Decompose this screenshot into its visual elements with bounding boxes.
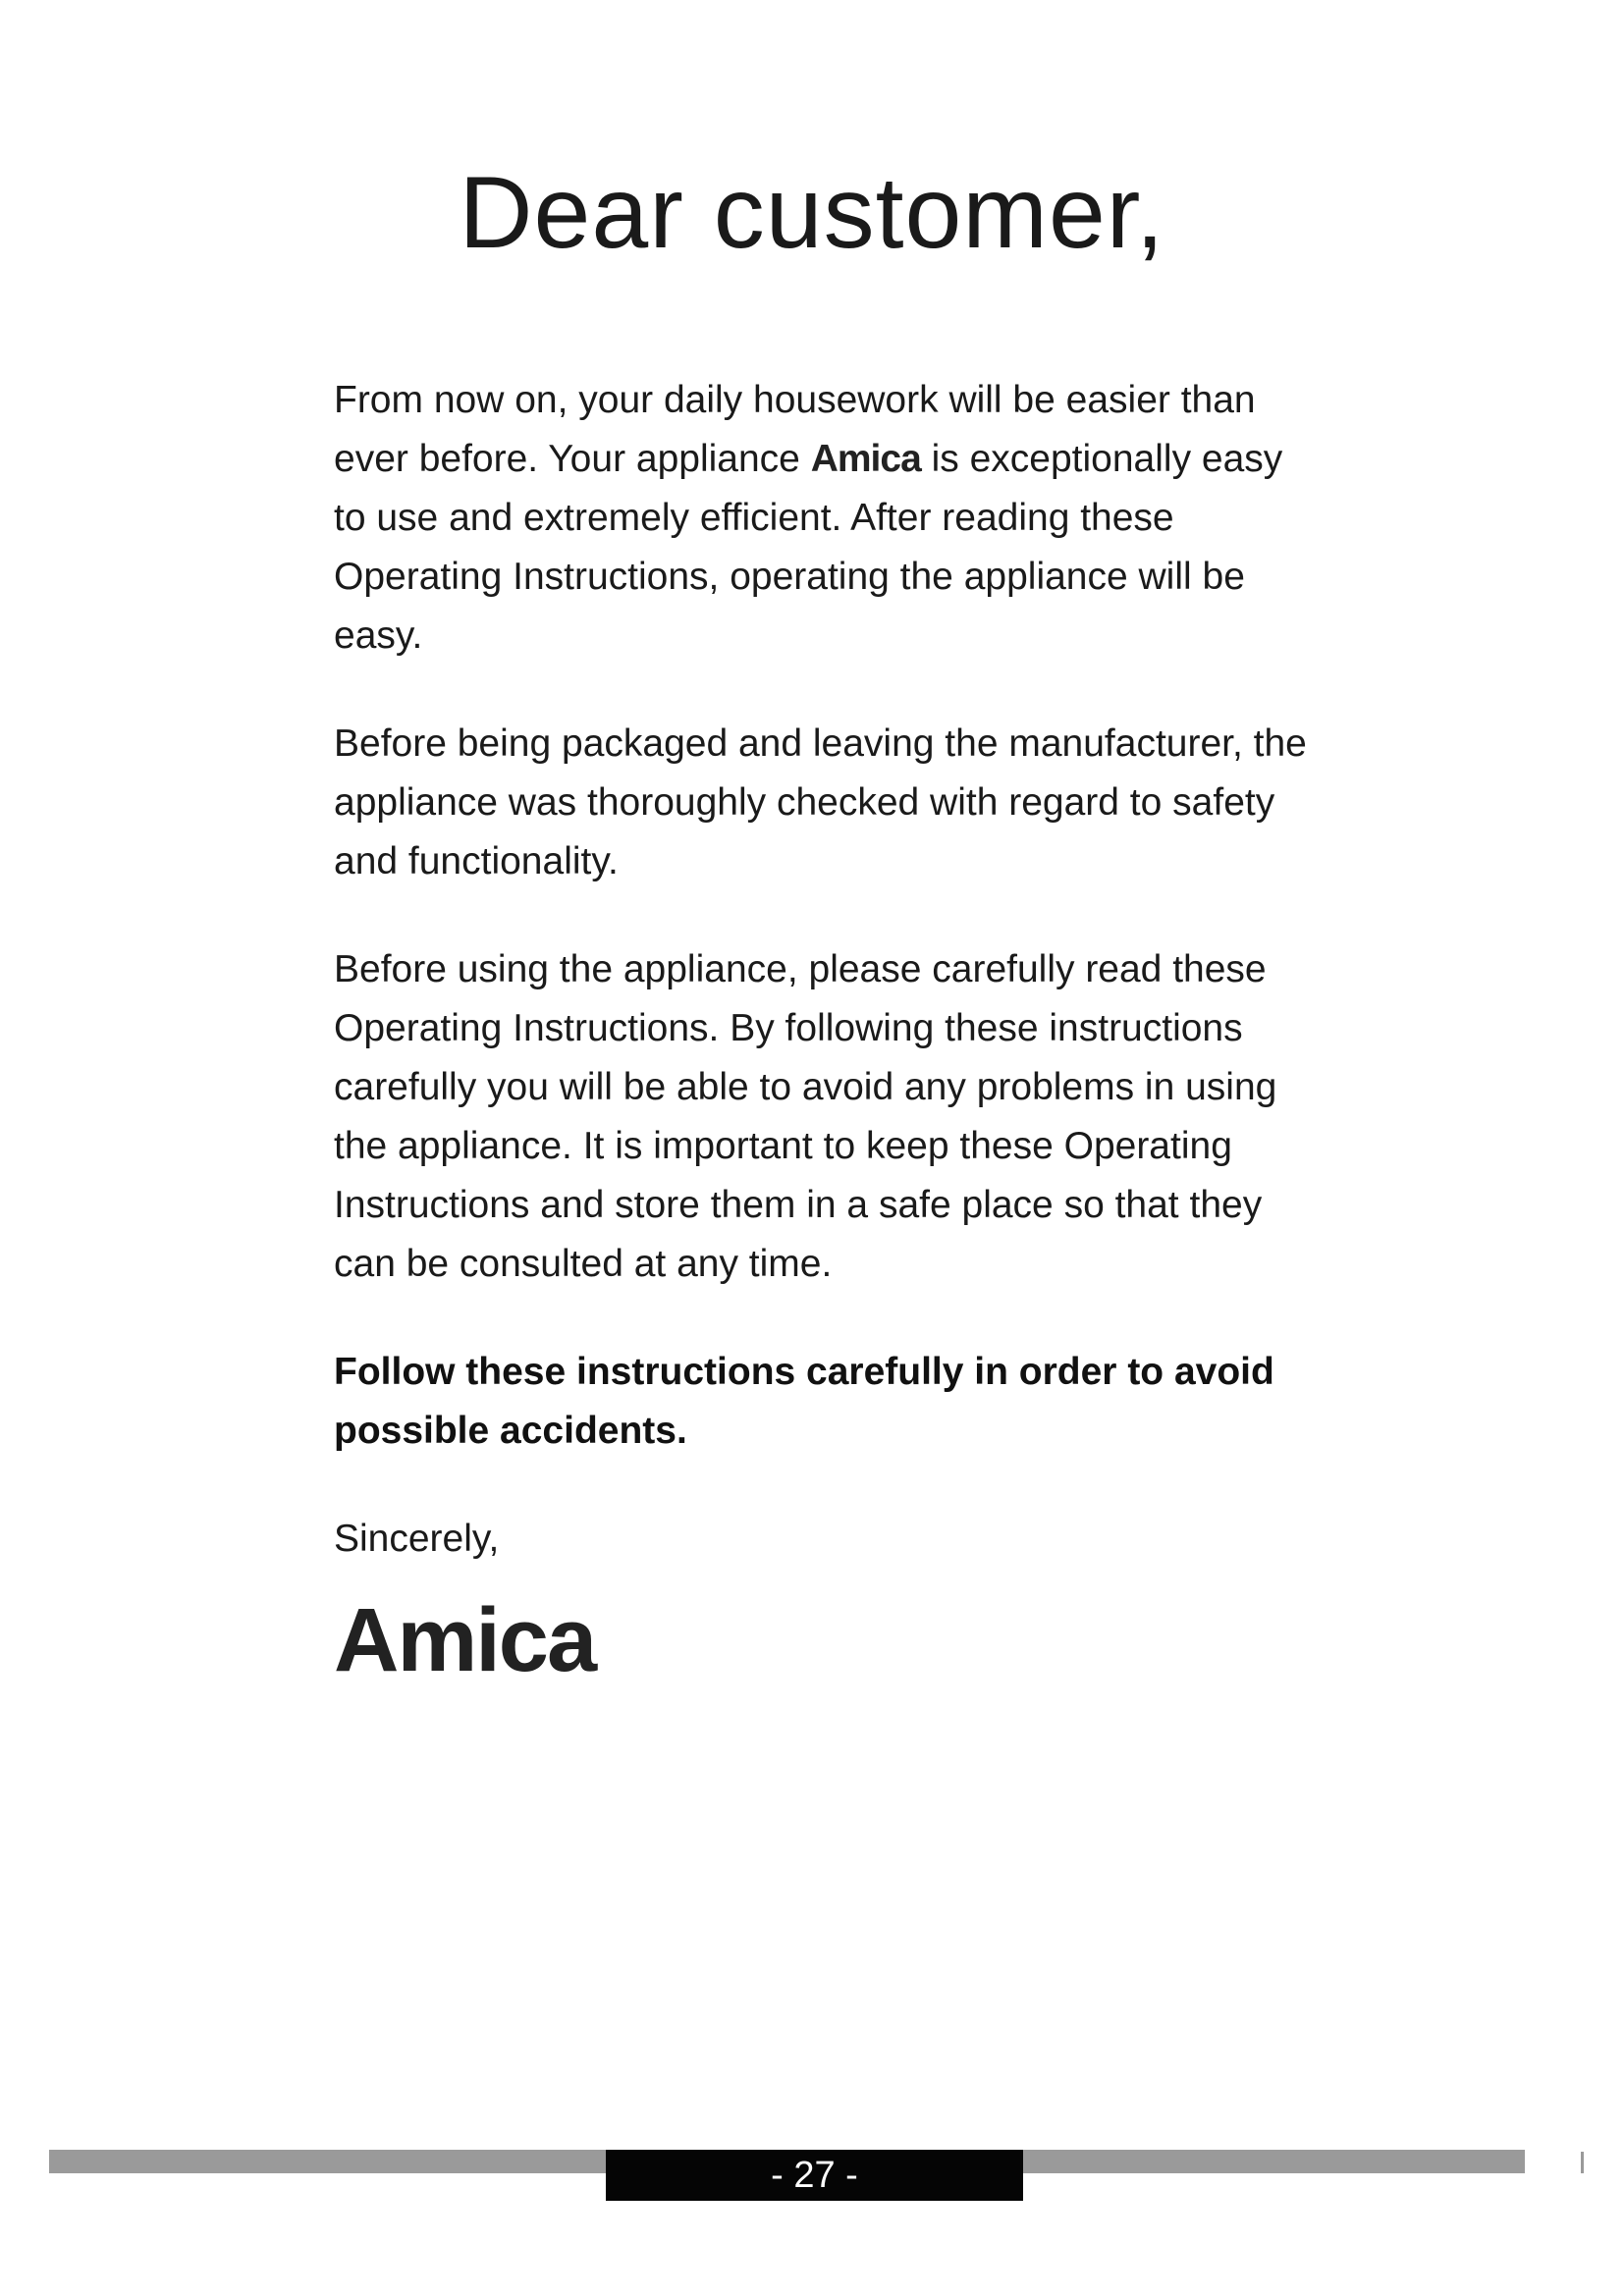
page-number: - 27 -	[606, 2150, 1023, 2201]
intro-text-end: is exceptionally easy to use and extremely efficient. After reading these Operating Instructions, operating the appliance will be easy.	[334, 438, 1283, 657]
intro-text-start: From now on, your daily housework will be easier than ever before. Your appliance	[334, 379, 1256, 480]
letter-body	[334, 371, 1316, 1569]
edge-mark	[1581, 2152, 1584, 2173]
amica-logo: Amica	[334, 1590, 596, 1690]
page-title: Dear customer,	[459, 156, 1165, 270]
instructions-paragraph: Before using the appliance, please carefully read these Operating Instructions. By following these instructions carefully you will be able to avoid any problems in using the appliance. It is important to keep these Operating Instructions and store them in a safe place so that they can be consulted at any time.	[334, 948, 1277, 1285]
safety-warning-paragraph: Follow these instructions carefully in order to avoid possible accidents.	[334, 1351, 1274, 1452]
quality-check-paragraph: Before being packaged and leaving the manufacturer, the appliance was thoroughly checked with regard to safety and functionality.	[334, 722, 1307, 882]
signoff-text: Sincerely,	[334, 1518, 500, 1560]
intro-paragraph	[334, 371, 1316, 666]
inline-brand-name: Amica	[810, 438, 921, 480]
